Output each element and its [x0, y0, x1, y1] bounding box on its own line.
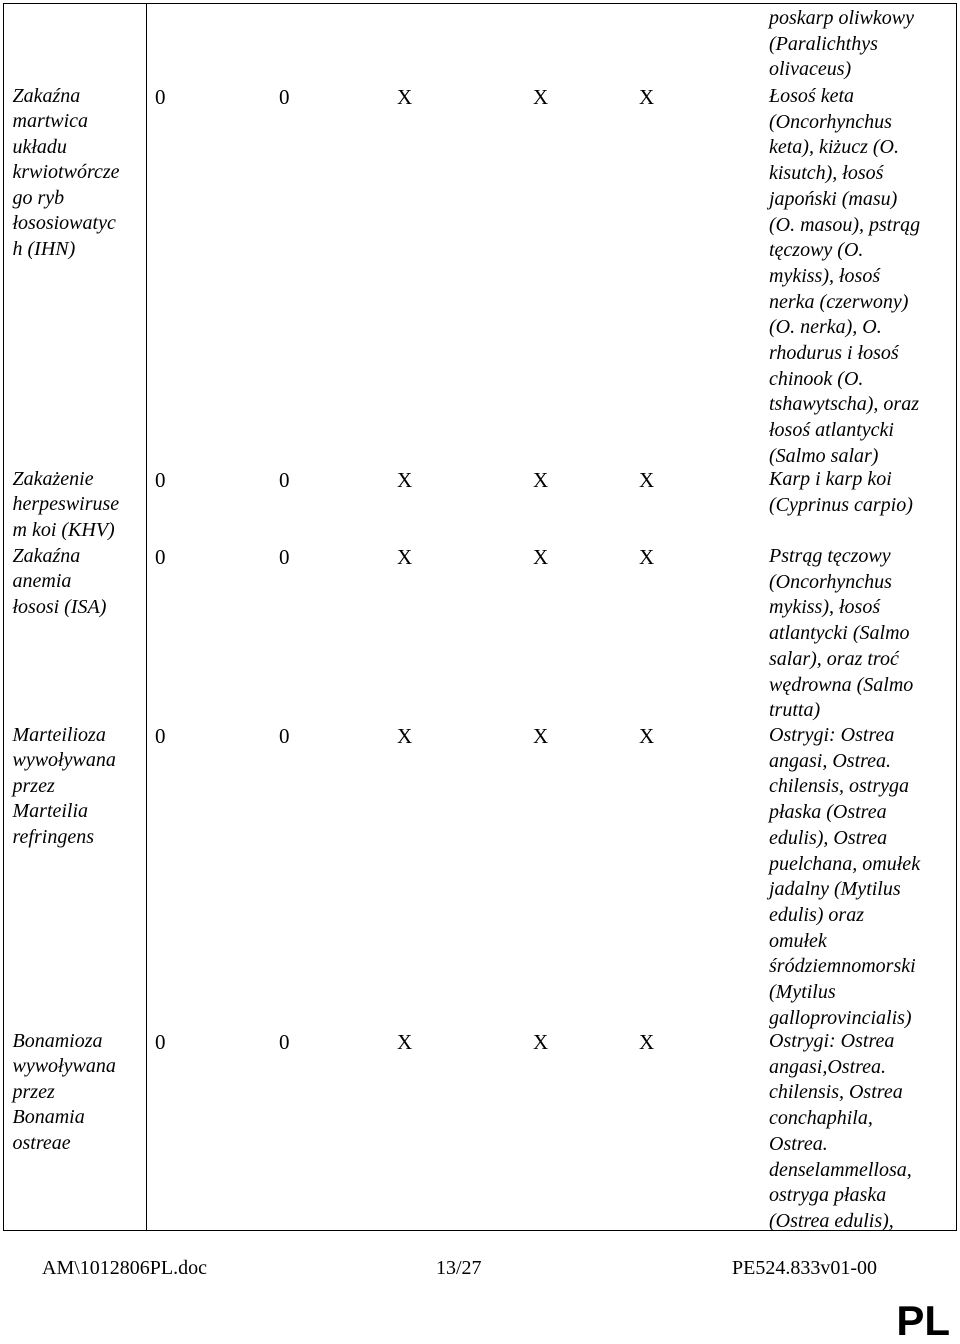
value-cell: 0 — [279, 724, 290, 748]
species-cell: Ostrygi: Ostrea angasi,Ostrea. chilensis, Ostrea conchaphila, Ostrea. denselammellosa, ostryga płaska (Ostrea edulis), — [769, 1030, 912, 1232]
value-cell: 0 — [279, 468, 290, 492]
footer-pe-ref: PE524.833v01-00 — [732, 1257, 877, 1279]
value-cell: X — [639, 545, 655, 569]
value-cell: 0 — [155, 724, 166, 748]
disease-species-table — [3, 3, 957, 1231]
value-cell: X — [533, 724, 549, 748]
value-cell: 0 — [279, 85, 290, 109]
value-cell: 0 — [155, 1030, 166, 1054]
species-cell: Ostrygi: Ostrea angasi, Ostrea. chilensis, ostryga płaska (Ostrea edulis), Ostrea puelchana, omułek jadalny (Mytilus edulis) oraz omułek śródziemnomorski (Mytilus galloprovincialis) — [769, 724, 921, 1029]
disease-khv: Zakażenie herpeswiruse m koi (KHV) — [12, 467, 120, 541]
value-cell: X — [639, 468, 655, 492]
footer-page-number: 13/27 — [436, 1257, 482, 1279]
value-cell: X — [397, 468, 413, 492]
species-cell: Karp i karp koi (Cyprinus carpio) — [769, 468, 913, 516]
disease-isa: Zakaźna anemia łososi (ISA) — [12, 544, 107, 618]
value-cell: X — [397, 85, 413, 109]
value-cell: 0 — [155, 85, 166, 109]
value-cell: X — [639, 85, 655, 109]
value-cell: X — [533, 1030, 549, 1054]
disease-ihn: Zakaźna martwica układu krwiotwórcze go ryb łososiowatyc h (IHN) — [12, 84, 120, 260]
species-top: poskarp oliwkowy (Paralichthys olivaceus) — [769, 7, 914, 81]
value-cell: X — [533, 545, 549, 569]
language-code: PL — [896, 1297, 950, 1344]
value-cell: X — [639, 1030, 655, 1054]
disease-bonamioza: Bonamioza wywoływana przez Bonamia ostreae — [12, 1029, 116, 1154]
values-and-species-column — [147, 4, 957, 1231]
value-cell: X — [533, 468, 549, 492]
disease-column — [4, 4, 147, 1231]
value-cell: 0 — [155, 468, 166, 492]
value-cell: X — [397, 724, 413, 748]
value-cell: X — [533, 85, 549, 109]
species-cell: Pstrąg tęczowy (Oncorhynchus mykiss), łosoś atlantycki (Salmo salar), oraz troć wędrowna (Salmo trutta) — [769, 545, 914, 722]
value-cell: X — [397, 1030, 413, 1054]
value-cell: 0 — [155, 545, 166, 569]
value-cell: X — [639, 724, 655, 748]
species-cell: Łosoś keta (Oncorhynchus keta), kiżucz (O. kisutch), łosoś japoński (masu) (O. masou), pstrąg tęczowy (O. mykiss), łosoś nerka (czerwony) (O. nerka), O. rhodurus i łosoś chinook (O. tshawytscha), oraz łosoś atlantycki (Salmo salar) — [769, 85, 921, 467]
footer-doc-ref: AM\1012806PL.doc — [42, 1257, 207, 1279]
value-cell: 0 — [279, 1030, 290, 1054]
disease-marteilioza: Marteilioza wywoływana przez Marteilia refringens — [12, 723, 116, 848]
value-cell: 0 — [279, 545, 290, 569]
value-cell: X — [397, 545, 413, 569]
